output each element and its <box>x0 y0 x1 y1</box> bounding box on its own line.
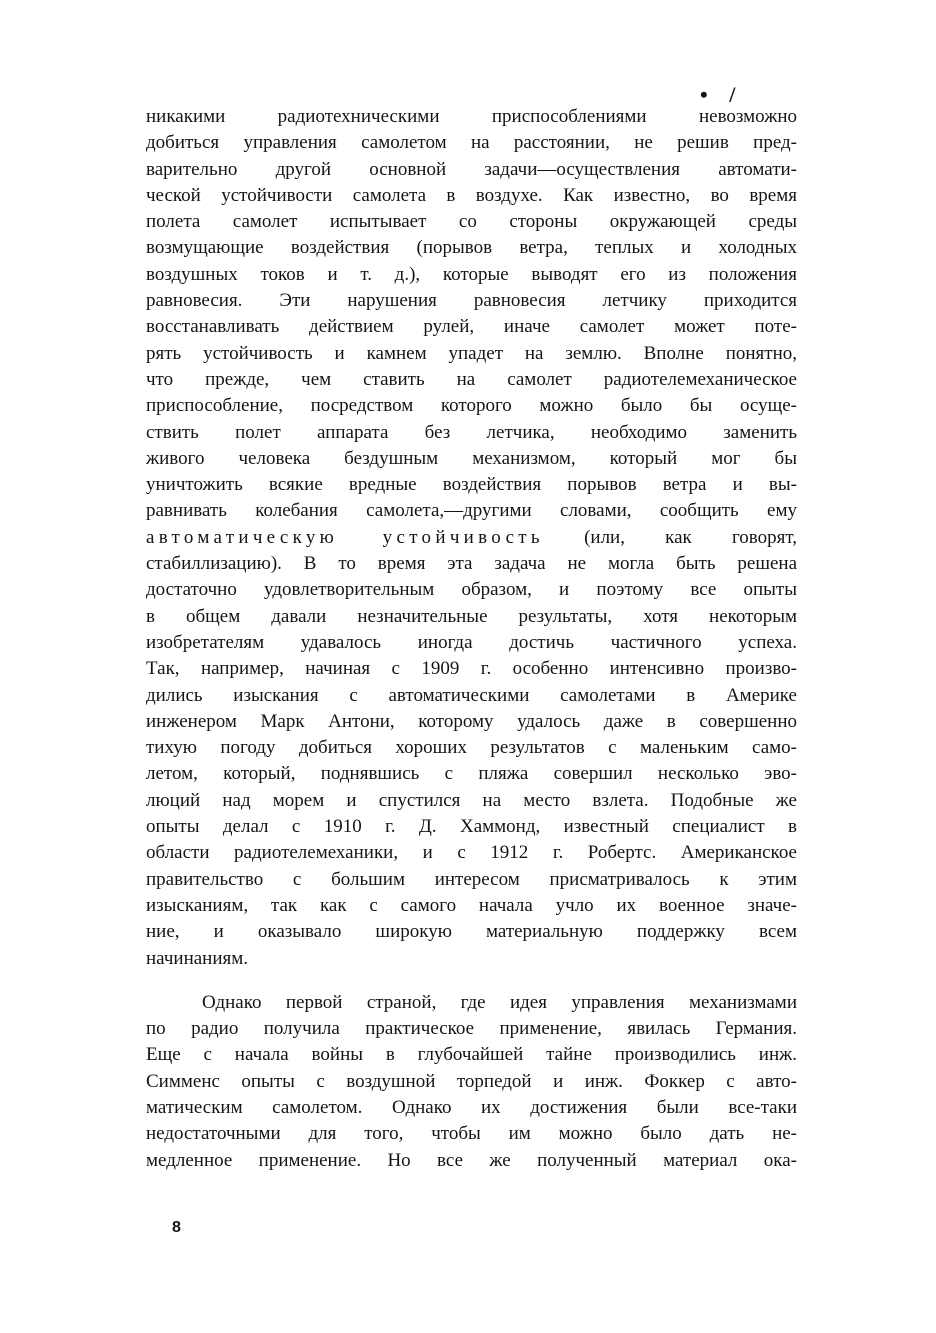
text-line: медленное применение. Но все же полученный материал ока- <box>146 1149 797 1171</box>
text-line: возмущающие воздействия (порывов ветра, теплых и холодных <box>146 237 797 259</box>
text-line: Так, например, начиная с 1909 г. особенно интенсивно произво- <box>146 658 797 680</box>
text-line: добиться управления самолетом на расстоянии, не решив пред- <box>146 132 797 154</box>
paragraph-2 <box>146 990 797 1174</box>
text-line: полета самолет испытывает со стороны окружающей среды <box>146 211 797 233</box>
text-line: восстанавливать действием рулей, иначе самолет может поте- <box>146 316 797 338</box>
text-line-emphasis <box>146 525 797 551</box>
text-line: опыты делал с 1910 г. Д. Хаммонд, известный специалист в <box>146 816 797 838</box>
text-line: уничтожить всякие вредные воздействия порывов ветра и вы- <box>146 474 797 496</box>
text-line: рять устойчивость и камнем упадет на землю. Вполне понятно, <box>146 342 797 364</box>
text-line: Однако первой страной, где идея управления механизмами <box>202 991 797 1013</box>
corner-pencil-mark: • / <box>700 82 744 107</box>
text-line: живого человека бездушным механизмом, который мог бы <box>146 447 797 469</box>
text-line: что прежде, чем ставить на самолет радиотелемеханическое <box>146 368 797 390</box>
text-line: ние, и оказывало широкую материальную поддержку всем <box>146 921 797 943</box>
spaced-emphasis: автоматическую устойчивость <box>146 526 544 548</box>
text-line: дились изыскания с автоматическими самолетами в Америке <box>146 684 797 706</box>
text-line: равнивать колебания самолета,—другими словами, сообщить ему <box>146 500 797 522</box>
page-body <box>146 104 797 1174</box>
page-number: 8 <box>172 1219 181 1236</box>
text-line: стабиллизацию). В то время эта задача не могла быть решена <box>146 553 797 575</box>
text-line: в общем давали незначительные результаты, хотя некоторым <box>146 605 797 627</box>
text-line: по радио получила практическое применение, явилась Германия. <box>146 1018 797 1040</box>
emphasis-tail: (или, как говорят, <box>584 526 797 548</box>
text-line: достаточно удовлетворительным образом, и поэтому все опыты <box>146 579 797 601</box>
text-line: варительно другой основной задачи—осуществления автомати- <box>146 158 797 180</box>
text-line: люций над морем и спустился на место взлета. Подобные же <box>146 789 797 811</box>
text-line: тихую погоду добиться хороших результатов с маленьким само- <box>146 737 797 759</box>
text-line: изобретателям удавалось иногда достичь частичного успеха. <box>146 631 797 653</box>
text-line: воздушных токов и т. д.), которые выводят его из положения <box>146 263 797 285</box>
text-line: летом, который, поднявшись с пляжа совершил несколько эво- <box>146 763 797 785</box>
text-line: никакими радиотехническими приспособлениями невозможно <box>146 106 797 127</box>
text-line: недостаточными для того, чтобы им можно было дать не- <box>146 1123 797 1145</box>
text-line: начинаниям. <box>146 947 249 969</box>
text-line: правительство с большим интересом присматривалось к этим <box>146 868 797 890</box>
paragraph-1 <box>146 104 797 972</box>
text-line: области радиотелемеханики, и с 1912 г. Робертс. Американское <box>146 842 797 864</box>
text-line: Симменс опыты с воздушной торпедой и инж. Фоккер с авто- <box>146 1070 797 1092</box>
text-line: ческой устойчивости самолета в воздухе. Как известно, во время <box>146 184 797 206</box>
text-line: равновесия. Эти нарушения равновесия летчику приходится <box>146 290 797 312</box>
text-line: Еще с начала войны в глубочайшей тайне производились инж. <box>146 1044 797 1066</box>
paragraph-gap <box>146 972 797 990</box>
text-line: приспособление, посредством которого можно было бы осуще- <box>146 395 797 417</box>
text-line: матическим самолетом. Однако их достижения были все-таки <box>146 1096 797 1118</box>
text-line: инженером Марк Антони, которому удалось даже в совершенно <box>146 710 797 732</box>
text-line: ствить полет аппарата без летчика, необходимо заменить <box>146 421 797 443</box>
text-line: изысканиям, так как с самого начала учло их военное значе- <box>146 894 797 916</box>
